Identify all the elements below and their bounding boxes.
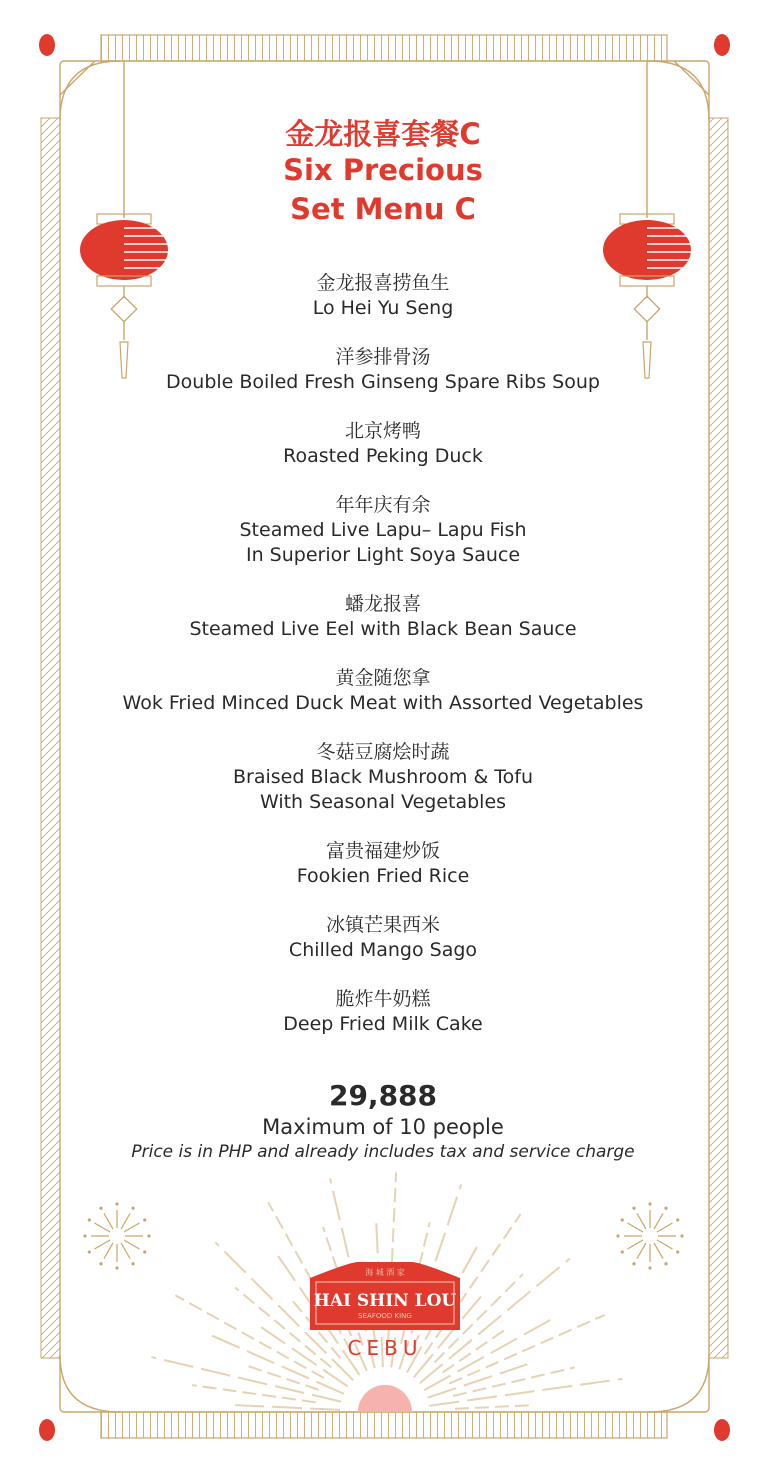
menu-item — [0, 666, 766, 716]
dish-english: Chilled Mango Sago — [288, 939, 478, 961]
logo-name: HAI SHIN LOU — [313, 1291, 457, 1311]
menu-item — [0, 987, 766, 1037]
dish-chinese: 蟠龙报喜 — [344, 593, 421, 615]
menu-item — [0, 839, 766, 889]
hai-shin-lou-logo — [310, 1262, 460, 1360]
logo-tagline: SEAFOOD KING — [358, 1312, 412, 1320]
dish-english: Steamed Live Eel with Black Bean Sauce — [189, 618, 577, 640]
menu-title-chinese: 金龙报喜套餐C — [285, 117, 481, 151]
menu-item — [0, 271, 766, 321]
dish-chinese: 金龙报喜捞鱼生 — [316, 272, 450, 294]
menu-list — [0, 271, 766, 1061]
dish-chinese: 洋参排骨汤 — [335, 346, 431, 368]
dish-english: Fookien Fried Rice — [296, 865, 470, 887]
dish-english-line2: With Seasonal Vegetables — [259, 791, 507, 813]
dish-english-line2: In Superior Light Soya Sauce — [245, 544, 521, 566]
dish-chinese: 冰镇芒果西米 — [325, 914, 440, 936]
corner-dot — [714, 1419, 730, 1441]
logo-city: CEBU — [347, 1336, 423, 1360]
menu-item — [0, 419, 766, 469]
dish-english: Braised Black Mushroom & Tofu — [232, 766, 534, 788]
dish-english: Lo Hei Yu Seng — [312, 297, 454, 319]
menu-title-line2: Set Menu C — [290, 192, 476, 226]
menu-item — [0, 345, 766, 395]
price-block — [0, 1078, 766, 1164]
dish-chinese: 年年庆有余 — [335, 494, 431, 516]
half-sun — [358, 1385, 412, 1412]
dish-chinese: 黄金随您拿 — [335, 667, 431, 689]
dish-chinese: 冬菇豆腐烩时蔬 — [316, 741, 450, 763]
price-note: Price is in PHP and already includes tax and service charge — [131, 1142, 635, 1162]
corner-dot — [714, 34, 730, 56]
menu-item — [0, 740, 766, 815]
menu-item — [0, 592, 766, 642]
dish-chinese: 脆炸牛奶糕 — [335, 988, 431, 1010]
corner-dot — [39, 34, 55, 56]
dish-chinese: 北京烤鸭 — [344, 420, 421, 442]
dish-english: Double Boiled Fresh Ginseng Spare Ribs Soup — [166, 371, 600, 393]
dish-english: Roasted Peking Duck — [283, 445, 483, 467]
logo-top-text: 海 城 酒 家 — [365, 1268, 405, 1277]
dish-english: Steamed Live Lapu– Lapu Fish — [239, 519, 527, 541]
capacity-text: Maximum of 10 people — [262, 1115, 504, 1139]
firework-left — [83, 1202, 150, 1269]
corner-dot — [39, 1419, 55, 1441]
dish-english: Wok Fried Minced Duck Meat with Assorted Vegetables — [122, 692, 644, 714]
firework-right — [616, 1202, 683, 1269]
menu-item — [0, 493, 766, 568]
dish-chinese: 富贵福建炒饭 — [325, 840, 440, 862]
menu-item — [0, 913, 766, 963]
dish-english: Deep Fried Milk Cake — [283, 1013, 483, 1035]
set-price: 29,888 — [328, 1079, 438, 1112]
menu-title-line1: Six Precious — [283, 153, 483, 187]
